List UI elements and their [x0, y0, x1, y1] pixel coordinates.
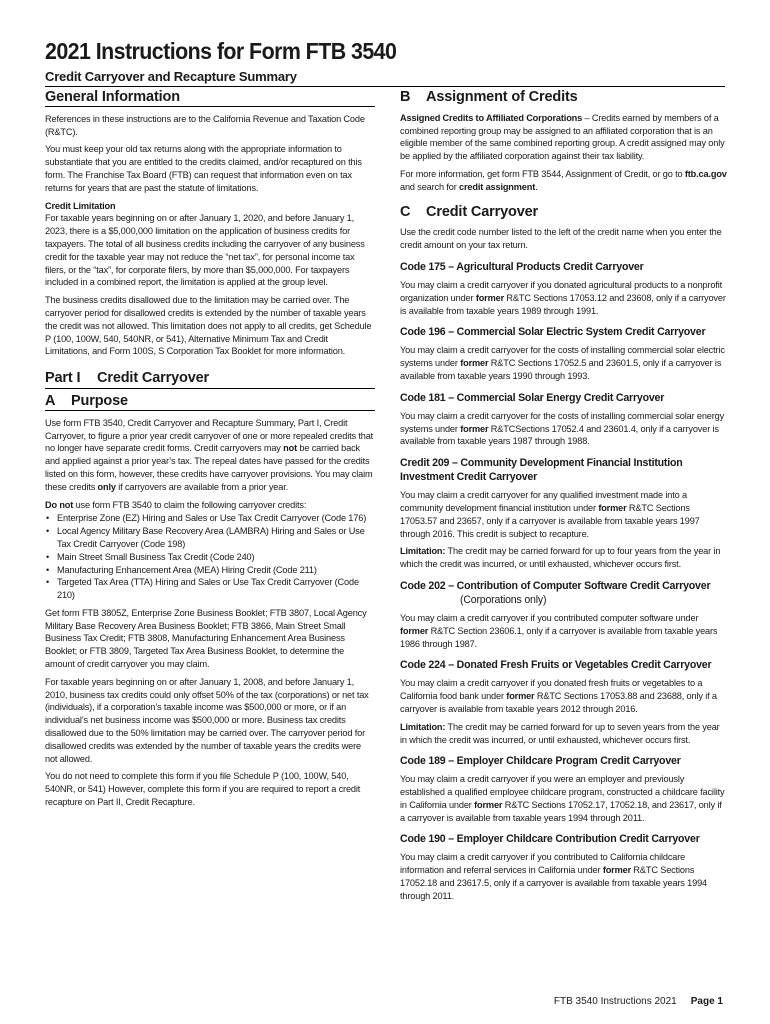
code-202-text: You may claim a credit carryover if you contributed computer software under former R&TC Section 23606.1, only if a carryover is available from taxable years 1986 through 1987. — [400, 612, 718, 649]
purpose-p1: Use form FTB 3540, Credit Carryover and Recapture Summary, Part I, Credit Carryover, to figure a prior year credit carryover of one or more repealed credits that no longer have separate credit forms. Credit carryovers may not be carried back and applied against a prior year’s tax. The repeal dates have passed for the credits listed on this form, however, these credits have carryover provisions. You may claim these credits only if carryovers are available from a prior year. — [45, 417, 374, 492]
part-1-heading — [45, 372, 375, 389]
code-190-text: You may claim a credit carryover if you contributed to California childcare information and referral services in California under former R&TC Sections 17052.18 and 23617.5, only if a carryover is available from taxable years 1994 through 2011. — [400, 852, 707, 901]
footer-form-label: FTB 3540 Instructions 2021 — [553, 996, 677, 1007]
code-196-text: You may claim a credit carryover for the costs of installing commercial solar electric systems under former R&TC Sections 17052.5 and 23601.5, only if a carryover is available from taxable years 1990 through 1993. — [400, 345, 725, 381]
code-196-heading: Code 196 – Commercial Solar Electric System Credit Carryover — [400, 326, 706, 339]
section-letter: A — [45, 392, 56, 409]
general-p1: References in these instructions are to the California Revenue and Taxation Code (R&TC). — [45, 113, 365, 137]
code-209-limitation: Limitation: The credit may be carried forward for up to four years from the year in which the credit was incurred, or until exhausted, whichever occurs first. — [400, 546, 721, 570]
purpose-p3: Get form FTB 3805Z, Enterprise Zone Business Booklet; FTB 3807, Local Agency Military Base Recovery Area Business Booklet; FTB 3866, Main Street Small Business Tax Credit; FTB 3808, Manufacturing Enhancement Area Business Booklet; or FTB 3809, Targeted Tax Area Business Booklet, to determine the amount of credit carryover you may claim. — [45, 607, 367, 670]
code-202-heading: Code 202 – Contribution of Computer Software Credit Carryover (Corporations only) — [400, 579, 728, 607]
general-p4: The business credits disallowed due to the limitation may be carried over. The carryover period for disallowed credits is extended by the number of taxable years the credit was not allowed. This limitation does not apply to all credits, get Schedule P (100, 100W, 540, 540NR, or 541), Alternative Minimum Tax and Credit Limitations, and Form 100S, S Corporation Tax Booklet for more information. — [45, 295, 372, 357]
code-181-text: You may claim a credit carryover for the costs of installing commercial solar energy systems under former R&TCSections 17052.4 and 23601.4, only if a carryover is available from taxable years 1987 through 1988. — [400, 410, 725, 447]
code-189-heading: Code 189 – Employer Childcare Program Credit Carryover — [400, 755, 681, 768]
document-subtitle: Credit Carryover and Recapture Summary — [45, 69, 297, 84]
general-information-heading: General Information — [45, 91, 375, 107]
code-175-text: You may claim a credit carryover if you donated agricultural products to a nonprofit organization under former R&TC Sections 17053.12 and 23608, only if a carryover is available from taxable years 1989 through 1991. — [400, 279, 726, 316]
code-202-subheading: (Corporations only) — [460, 593, 547, 606]
credit-limitation-heading: Credit Limitation — [45, 200, 116, 211]
right-column — [400, 91, 728, 908]
code-224-text: You may claim a credit carryover if you donated fresh fruits or vegetables to a California food bank under former R&TC Sections 17053.88 and 23688, only if a carryover is available from taxable years 2012 through 2016. — [400, 678, 717, 714]
assignment-heading — [400, 91, 728, 106]
left-column — [45, 91, 375, 814]
code-224-limitation: Limitation: The credit may be carried forward for up to seven years from the year in which the credit was incurred, or until exhausted, whichever occurs first. — [400, 721, 720, 745]
list-item: • Manufacturing Enhancement Area (MEA) Hiring Credit (Code 211) — [45, 564, 375, 577]
purpose-p4: For taxable years beginning on or after January 1, 2008, and before January 1, 2010, business tax credits could only offset 50% of the tax (corporations) or net tax (individuals), if a corporation’s taxable income was $500,000 or more, or if an individual’s net business income was $500,000 or more. Business tax credits disallowed due to the 50% limitation may be carried over. The carryover period for disallowed credits was extended by the number of taxable years the credits were not allowed. — [45, 676, 369, 764]
section-title: Assignment of Credits — [426, 89, 578, 105]
part-title: Credit Carryover — [97, 370, 210, 387]
code-190-heading: Code 190 – Employer Childcare Contribution Credit Carryover — [400, 833, 700, 846]
carryover-intro: Use the credit code number listed to the left of the credit name when you enter the credit amount on your tax return. — [400, 227, 722, 251]
credit-limitation-text: For taxable years beginning on or after January 1, 2020, and before January 1, 2023, there is a $5,000,000 limitation on the application of business credits for taxpayers. The total of all business credits including the carryover of any business credit for the taxable year may not reduce the “net tax”, for personal income tax filers, or the “tax”, for corporate filers, by more than $5,000,000. For taxpayers included in a combined report, the limitation is applied at the group level. — [45, 213, 365, 288]
purpose-p2: Do not use form FTB 3540 to claim the following carryover credits: — [45, 499, 307, 510]
section-letter: C — [400, 203, 411, 220]
section-title: Credit Carryover — [426, 203, 539, 220]
title-rule — [45, 86, 725, 87]
list-item: • Enterprise Zone (EZ) Hiring and Sales or Use Tax Credit Carryover (Code 176) — [45, 512, 375, 525]
code-209-heading: Credit 209 – Community Development Financial Institution Investment Credit Carryover — [400, 457, 683, 484]
general-p2: You must keep your old tax returns along with the appropriate information to substantiate that you are entitled to the credits claimed, and/or recaptured on this form. The Franchise Tax Board (FTB) can request that information even on tax returns for years that are past the statute of limitations. — [45, 144, 362, 193]
section-title: Purpose — [71, 392, 128, 409]
carryover-heading — [400, 203, 728, 221]
ftb-url-link[interactable]: ftb.ca.gov — [684, 168, 727, 179]
assignment-p2: For more information, get form FTB 3544, Assignment of Credit, or go to ftb.ca.gov and search for credit assignment. — [400, 168, 727, 192]
purpose-p5: You do not need to complete this form if you file Schedule P (100, 100W, 540, 540NR, or 541) However, complete this form if you are required to report a credit recapture on Part II, Credit Recapture. — [45, 771, 361, 808]
part-label: Part I — [45, 370, 81, 387]
document-title: 2021 Instructions for Form FTB 3540 — [45, 38, 397, 64]
purpose-heading — [45, 392, 375, 411]
page-footer — [400, 996, 723, 1007]
code-181-heading: Code 181 – Commercial Solar Energy Credit Carryover — [400, 391, 665, 404]
section-letter: B — [400, 89, 411, 105]
code-189-text: You may claim a credit carryover if you were an employer and previously established a qualified employee childcare program, constructed a childcare facility in California under former R&TC Sections 17052.17, 17052.18, and 23617, only if a carryover is available from taxable years 1994 through 2011. — [400, 774, 725, 823]
code-224-heading: Code 224 – Donated Fresh Fruits or Vegetables Credit Carryover — [400, 659, 712, 672]
excluded-credits-list — [45, 512, 375, 602]
list-item: • Local Agency Military Base Recovery Area (LAMBRA) Hiring and Sales or Use Tax Credit Carryover (Code 198) — [45, 525, 375, 551]
assignment-p1: Assigned Credits to Affiliated Corporations – Credits earned by members of a combined reporting group may be assigned to an affiliated corporation that is an eligible member of the same combined reporting group. A credit assigned may only be applied by the affiliated corporation against their tax liability. — [400, 112, 725, 162]
list-item: • Targeted Tax Area (TTA) Hiring and Sales or Use Tax Credit Carryover (Code 210) — [45, 576, 375, 602]
page-number: Page 1 — [690, 996, 723, 1007]
code-175-heading: Code 175 – Agricultural Products Credit Carryover — [400, 260, 644, 273]
code-209-text: You may claim a credit carryover for any qualified investment made into a community development financial institution under former R&TC Sections 17053.57 and 23657, only if a carryover is available from taxable years 1997 through 2016. This credit is subject to recapture. — [400, 490, 700, 539]
list-item: • Main Street Small Business Tax Credit (Code 240) — [45, 551, 375, 564]
